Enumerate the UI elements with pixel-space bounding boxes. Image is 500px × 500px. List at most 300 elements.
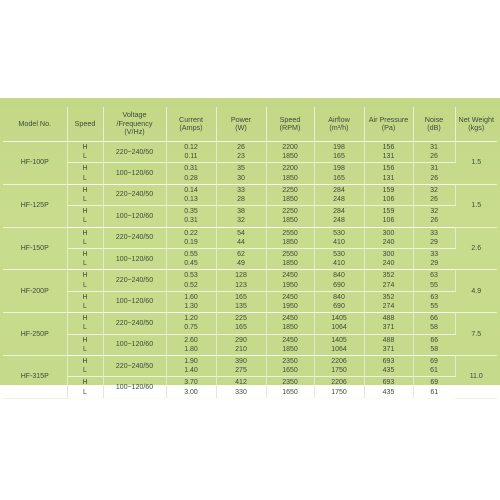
voltage-frequency-cell: 100~120/60 <box>103 291 166 312</box>
airflow-cell <box>314 377 364 398</box>
noise-cell-value: 58 <box>430 345 439 353</box>
airflow-cell-value: 840 <box>333 293 345 301</box>
current-cell-value: 1.40 <box>184 367 198 375</box>
voltage-frequency-cell: 100~120/60 <box>103 334 166 355</box>
rpm-cell <box>266 356 314 377</box>
rpm-cell <box>266 377 314 398</box>
header-text-line: (kgs) <box>468 123 485 132</box>
header-row <box>3 107 497 142</box>
power-cell-value: 38 <box>237 208 245 216</box>
table-row <box>3 377 497 398</box>
current-cell-value: 0.45 <box>184 260 198 268</box>
airflow-cell-value: 198 <box>333 144 345 151</box>
airflow-cell <box>314 249 364 270</box>
header-text-line: Net Weight <box>458 114 494 124</box>
noise-cell <box>413 206 455 227</box>
air-pressure-cell-value: 274 <box>382 303 395 311</box>
speed-cell-value: H <box>82 229 88 237</box>
noise-cell-value: 63 <box>430 293 439 301</box>
speed-cell <box>67 356 103 377</box>
air-pressure-cell <box>364 334 413 355</box>
power-cell-value: 62 <box>237 251 245 259</box>
air-pressure-cell <box>364 142 413 163</box>
table-row <box>3 206 497 227</box>
rpm-cell-value: 1650 <box>282 367 298 375</box>
net-weight-cell: 1.5 <box>455 184 497 227</box>
rpm-cell-value: 2550 <box>282 251 298 259</box>
rpm-cell-value: 2250 <box>282 186 298 194</box>
current-cell <box>166 163 216 184</box>
rpm-cell-value: 1850 <box>282 260 298 268</box>
noise-cell-value: 32 <box>430 186 438 194</box>
table-row <box>3 291 497 312</box>
speed-cell <box>67 313 103 334</box>
noise-cell-value: 29 <box>430 260 439 268</box>
airflow-cell-value: 410 <box>333 260 345 268</box>
air-pressure-cell-value: 106 <box>382 217 395 225</box>
air-pressure-cell-value: 240 <box>382 260 395 268</box>
airflow-cell-value: 840 <box>333 272 345 280</box>
voltage-frequency-cell: 220~240/50 <box>103 356 166 377</box>
air-pressure-cell-value: 240 <box>382 238 395 246</box>
voltage-frequency-cell: 100~120/60 <box>103 206 166 227</box>
model-no-header <box>3 107 67 142</box>
speed-cell-value: H <box>82 208 88 216</box>
speed-cell-value: H <box>82 186 88 194</box>
current-cell-value: 0.55 <box>184 251 198 259</box>
noise-cell-value: 61 <box>430 388 439 396</box>
noise-cell-value: 69 <box>430 358 438 366</box>
rpm-cell-value: 2450 <box>282 336 298 344</box>
power-cell <box>216 270 266 291</box>
net-weight-header <box>455 107 497 142</box>
noise-cell-value: 58 <box>430 324 438 332</box>
air-pressure-cell-value: 352 <box>382 293 395 301</box>
rpm-cell-value: 1850 <box>282 217 298 225</box>
noise-cell <box>413 313 455 334</box>
airflow-cell-value: 1064 <box>331 324 347 332</box>
power-cell-value: 225 <box>235 315 247 323</box>
current-cell-value: 1.30 <box>184 303 198 311</box>
air-pressure-cell-value: 371 <box>382 345 395 353</box>
power-cell <box>216 249 266 270</box>
air-pressure-cell-value: 131 <box>382 174 395 182</box>
noise-cell-value: 63 <box>430 272 438 280</box>
power-cell <box>216 377 266 398</box>
noise-cell-value: 26 <box>430 174 439 182</box>
noise-cell-value: 61 <box>430 367 438 375</box>
model-no-cell: HF-100P <box>3 142 67 185</box>
rpm-cell-value: 2350 <box>282 358 298 366</box>
current-cell-value: 3.00 <box>184 388 198 396</box>
air-pressure-cell-value: 131 <box>382 153 395 161</box>
header-text-line: (Amps) <box>179 123 203 132</box>
rpm-cell <box>266 313 314 334</box>
airflow-header <box>314 107 364 142</box>
noise-cell-value: 26 <box>430 196 438 204</box>
airflow-cell-value: 410 <box>333 238 345 246</box>
air-pressure-cell-value: 106 <box>382 196 395 204</box>
rpm-cell-value: 2450 <box>282 293 298 301</box>
rpm-cell-value: 2200 <box>282 144 298 151</box>
air-pressure-header <box>364 107 413 142</box>
noise-cell <box>413 356 455 377</box>
noise-cell-value: 66 <box>430 336 439 344</box>
airflow-cell-value: 165 <box>333 174 345 182</box>
net-weight-cell: 11.0 <box>455 356 497 399</box>
current-cell <box>166 206 216 227</box>
noise-cell-value: 26 <box>430 153 438 161</box>
air-pressure-cell-value: 156 <box>382 144 395 151</box>
table-row <box>3 313 497 334</box>
speed-cell-value: L <box>83 153 87 161</box>
speed-header <box>67 107 103 142</box>
power-cell-value: 35 <box>237 165 245 173</box>
rpm-cell-value: 1650 <box>282 388 298 396</box>
power-cell-value: 135 <box>235 303 247 311</box>
power-cell <box>216 291 266 312</box>
rpm-cell-value: 2450 <box>282 315 298 323</box>
rpm-cell-value: 1850 <box>282 153 298 161</box>
airflow-cell-value: 198 <box>333 165 345 173</box>
speed-cell-value: L <box>83 281 87 289</box>
voltage-frequency-cell: 100~120/60 <box>103 249 166 270</box>
current-cell-value: 0.12 <box>184 144 198 151</box>
rpm-cell <box>266 334 314 355</box>
current-cell-value: 0.14 <box>184 186 198 194</box>
table-row <box>3 227 497 248</box>
header-text-line: /Frequency <box>116 118 153 128</box>
current-cell-value: 1.20 <box>184 315 198 323</box>
noise-cell-value: 33 <box>430 251 439 259</box>
power-cell-value: 33 <box>237 186 245 194</box>
speed-cell-value: H <box>82 165 88 173</box>
power-cell-value: 30 <box>237 174 245 182</box>
table-header <box>3 107 497 142</box>
speed-cell-value: H <box>82 336 88 344</box>
airflow-cell-value: 248 <box>333 196 345 204</box>
air-pressure-cell <box>364 163 413 184</box>
power-cell <box>216 334 266 355</box>
speed-cell-value: L <box>83 345 87 353</box>
air-pressure-cell <box>364 249 413 270</box>
speed-cell-value: L <box>83 260 87 268</box>
header-text-line: (V/Hz) <box>124 127 145 137</box>
power-cell-value: 23 <box>237 153 245 161</box>
power-cell <box>216 184 266 205</box>
air-pressure-cell <box>364 313 413 334</box>
airflow-cell-value: 2206 <box>331 358 347 366</box>
air-pressure-cell-value: 300 <box>382 251 395 259</box>
table-body <box>3 142 497 399</box>
net-weight-cell: 4.9 <box>455 270 497 313</box>
power-cell <box>216 356 266 377</box>
speed-cell-value: L <box>83 217 87 225</box>
power-header <box>216 107 266 142</box>
noise-cell-value: 31 <box>430 165 439 173</box>
power-cell <box>216 313 266 334</box>
model-no-cell: HF-150P <box>3 227 67 270</box>
power-cell-value: 54 <box>237 229 245 237</box>
header-text-line: (W) <box>235 123 247 132</box>
rpm-cell <box>266 206 314 227</box>
rpm-cell-value: 1850 <box>282 345 298 353</box>
current-cell-value: 0.13 <box>184 196 198 204</box>
rpm-header <box>266 107 314 142</box>
header-text-line: (RPM) <box>279 123 301 132</box>
header-text-line: Voltage <box>122 110 147 120</box>
rpm-cell <box>266 291 314 312</box>
air-pressure-cell-value: 371 <box>382 324 395 332</box>
speed-cell <box>67 206 103 227</box>
model-no-cell: HF-125P <box>3 184 67 227</box>
noise-cell-value: 31 <box>430 144 438 151</box>
speed-cell-value: H <box>82 315 88 323</box>
voltage-frequency-cell: 100~120/60 <box>103 163 166 184</box>
rpm-cell-value: 2550 <box>282 229 298 237</box>
speed-cell-value: H <box>82 144 88 151</box>
header-text-line: Speed <box>74 118 96 128</box>
voltage-frequency-cell: 220~240/50 <box>103 313 166 334</box>
voltage-frequency-cell: 220~240/50 <box>103 270 166 291</box>
airflow-cell <box>314 163 364 184</box>
power-cell-value: 210 <box>235 345 247 353</box>
air-pressure-cell <box>364 206 413 227</box>
air-pressure-cell-value: 274 <box>382 281 395 289</box>
airflow-cell <box>314 313 364 334</box>
rpm-cell <box>266 184 314 205</box>
noise-cell-value: 66 <box>430 315 438 323</box>
voltage-frequency-cell: 220~240/50 <box>103 184 166 205</box>
current-cell-value: 1.60 <box>184 293 198 301</box>
airflow-cell-value: 284 <box>333 208 345 216</box>
power-cell-value: 330 <box>235 388 247 396</box>
header-text-line: Current <box>179 114 203 124</box>
airflow-cell-value: 1064 <box>331 345 347 353</box>
rpm-cell <box>266 163 314 184</box>
airflow-cell-value: 2206 <box>331 379 347 387</box>
power-cell <box>216 227 266 248</box>
header-text-line: (dB) <box>427 123 441 132</box>
rpm-cell-value: 1850 <box>282 324 298 332</box>
rpm-cell-value: 1850 <box>282 196 298 204</box>
current-cell-value: 0.28 <box>184 174 198 182</box>
airflow-cell-value: 165 <box>333 153 345 161</box>
speed-cell <box>67 377 103 398</box>
air-pressure-cell-value: 693 <box>382 379 395 387</box>
airflow-cell <box>314 270 364 291</box>
air-pressure-cell-value: 156 <box>382 165 395 173</box>
header-text-line: (Pa) <box>381 123 396 132</box>
rpm-cell-value: 2350 <box>282 379 298 387</box>
noise-cell-value: 32 <box>430 208 439 216</box>
power-cell <box>216 206 266 227</box>
rpm-cell-value: 1950 <box>282 303 298 311</box>
power-cell-value: 275 <box>235 367 247 375</box>
rpm-cell-value: 1850 <box>282 238 298 246</box>
current-cell-value: 0.31 <box>184 217 198 225</box>
airflow-cell-value: 284 <box>333 186 345 194</box>
rpm-cell-value: 1850 <box>282 174 298 182</box>
header-text-line: Power <box>230 114 252 124</box>
power-cell-value: 28 <box>237 196 245 204</box>
airflow-cell-value: 1750 <box>331 367 347 375</box>
current-cell <box>166 249 216 270</box>
airflow-cell <box>314 142 364 163</box>
model-no-cell: HF-250P <box>3 313 67 356</box>
current-cell <box>166 142 216 163</box>
noise-cell-value: 33 <box>430 229 438 237</box>
air-pressure-cell-value: 435 <box>382 388 395 396</box>
header-text-line: (m³/h) <box>329 123 349 132</box>
current-cell <box>166 377 216 398</box>
noise-cell-value: 55 <box>430 281 438 289</box>
speed-cell-value: L <box>83 367 87 375</box>
airflow-cell-value: 1405 <box>331 336 347 344</box>
speed-cell-value: L <box>83 196 87 204</box>
airflow-cell-value: 690 <box>333 281 345 289</box>
speed-cell <box>67 142 103 163</box>
current-cell <box>166 270 216 291</box>
rpm-cell-value: 2250 <box>282 208 298 216</box>
power-cell-value: 32 <box>237 217 245 225</box>
speed-cell-value: H <box>82 272 88 280</box>
current-cell-value: 2.60 <box>184 336 198 344</box>
air-pressure-cell-value: 352 <box>382 272 395 280</box>
air-pressure-cell <box>364 291 413 312</box>
airflow-cell <box>314 291 364 312</box>
header-text-line: Speed <box>279 114 301 124</box>
noise-cell-value: 26 <box>430 217 439 225</box>
power-cell-value: 290 <box>235 336 247 344</box>
power-cell-value: 165 <box>235 293 247 301</box>
net-weight-cell: 1.5 <box>455 142 497 185</box>
speed-cell-value: L <box>83 174 87 182</box>
table-row <box>3 184 497 205</box>
header-text-line: Model No. <box>18 118 52 128</box>
noise-cell <box>413 291 455 312</box>
noise-cell <box>413 227 455 248</box>
speed-cell <box>67 270 103 291</box>
power-cell <box>216 163 266 184</box>
current-cell-value: 0.75 <box>184 324 198 332</box>
speed-cell <box>67 227 103 248</box>
air-pressure-cell-value: 693 <box>382 358 395 366</box>
air-pressure-cell-value: 488 <box>382 315 395 323</box>
airflow-cell-value: 248 <box>333 217 345 225</box>
power-cell-value: 44 <box>237 238 245 246</box>
speed-cell <box>67 163 103 184</box>
speed-cell <box>67 334 103 355</box>
net-weight-cell: 7.5 <box>455 313 497 356</box>
current-cell-value: 0.11 <box>184 153 198 161</box>
airflow-cell <box>314 356 364 377</box>
voltage-frequency-cell: 100~120/60 <box>103 377 166 398</box>
net-weight-cell: 2.6 <box>455 227 497 270</box>
table-row <box>3 163 497 184</box>
power-cell <box>216 142 266 163</box>
airflow-cell <box>314 227 364 248</box>
current-cell <box>166 334 216 355</box>
speed-cell-value: H <box>82 293 88 301</box>
current-cell-value: 0.53 <box>184 272 198 280</box>
model-no-cell: HF-315P <box>3 356 67 399</box>
current-cell <box>166 184 216 205</box>
air-pressure-cell <box>364 184 413 205</box>
speed-cell <box>67 184 103 205</box>
table-row <box>3 142 497 163</box>
current-cell <box>166 291 216 312</box>
rpm-cell <box>266 270 314 291</box>
speed-cell-value: H <box>82 358 88 366</box>
airflow-cell-value: 1405 <box>331 315 347 323</box>
power-cell-value: 390 <box>235 358 247 366</box>
noise-cell <box>413 184 455 205</box>
airflow-cell <box>314 184 364 205</box>
power-cell-value: 26 <box>237 144 245 151</box>
current-cell <box>166 227 216 248</box>
table-row <box>3 270 497 291</box>
current-cell-value: 0.22 <box>184 229 198 237</box>
current-cell-value: 0.31 <box>184 165 198 173</box>
current-cell <box>166 313 216 334</box>
table-row <box>3 334 497 355</box>
airflow-cell <box>314 334 364 355</box>
rpm-cell-value: 2450 <box>282 272 298 280</box>
air-pressure-cell-value: 300 <box>382 229 395 237</box>
current-cell-value: 0.52 <box>184 281 198 289</box>
air-pressure-cell-value: 488 <box>382 336 395 344</box>
noise-cell <box>413 270 455 291</box>
current-cell-value: 1.80 <box>184 345 198 353</box>
power-cell-value: 49 <box>237 260 245 268</box>
table-row <box>3 249 497 270</box>
current-header <box>166 107 216 142</box>
fan-specification-table <box>3 107 497 399</box>
power-cell-value: 128 <box>235 272 247 280</box>
noise-cell <box>413 334 455 355</box>
current-cell-value: 3.70 <box>184 379 198 387</box>
airflow-cell-value: 530 <box>333 229 345 237</box>
current-cell-value: 0.19 <box>184 238 198 246</box>
airflow-cell-value: 530 <box>333 251 345 259</box>
speed-cell <box>67 249 103 270</box>
air-pressure-cell <box>364 227 413 248</box>
noise-cell-value: 55 <box>430 303 439 311</box>
rpm-cell <box>266 249 314 270</box>
air-pressure-cell-value: 435 <box>382 367 395 375</box>
noise-header <box>413 107 455 142</box>
current-cell-value: 1.90 <box>184 358 198 366</box>
voltage-frequency-cell: 220~240/50 <box>103 227 166 248</box>
noise-cell <box>413 377 455 398</box>
rpm-cell-value: 1950 <box>282 281 298 289</box>
power-cell-value: 123 <box>235 281 247 289</box>
speed-cell-value: H <box>82 251 88 259</box>
header-text-line: Airflow <box>328 114 350 124</box>
header-text-line: Air Pressure <box>368 114 409 124</box>
power-cell-value: 165 <box>235 324 247 332</box>
power-cell-value: 412 <box>235 379 247 387</box>
noise-cell <box>413 163 455 184</box>
airflow-cell-value: 690 <box>333 303 345 311</box>
airflow-cell-value: 1750 <box>331 388 347 396</box>
speed-cell <box>67 291 103 312</box>
rpm-cell <box>266 142 314 163</box>
air-pressure-cell-value: 159 <box>382 186 395 194</box>
voltage-frequency-cell: 220~240/50 <box>103 142 166 163</box>
air-pressure-cell <box>364 356 413 377</box>
